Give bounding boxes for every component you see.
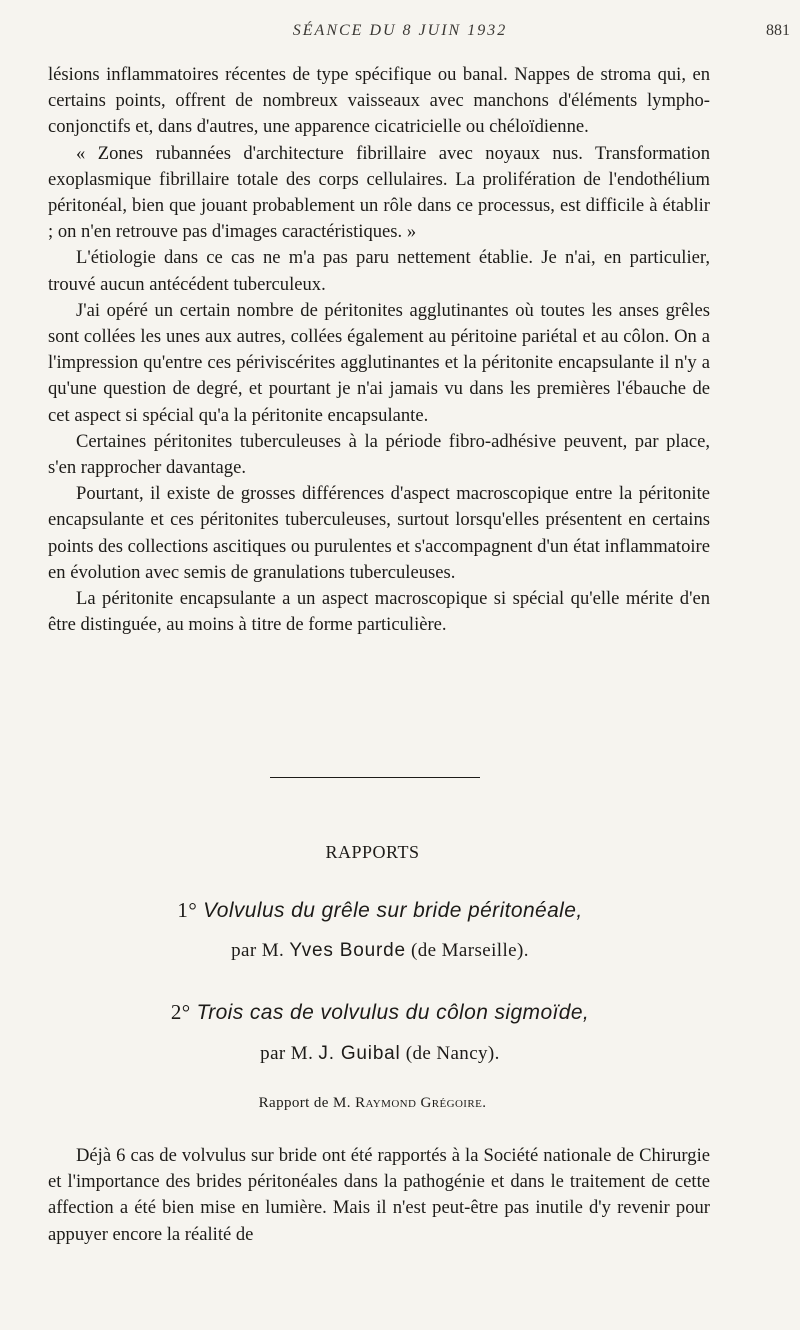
author-name: J. Guibal [318, 1043, 401, 1064]
paragraph: lésions inflammatoires récentes de type spécifique ou banal. Nappes de stroma qui, en certains points, offrent de nombreux vaisseaux avec manchons d'éléments lympho-conjonctifs et, dans d'autres, une apparence cicatricielle ou chéloïdienne. [48, 64, 710, 138]
rapporteur-name: Raymond Grégoire. [355, 1095, 487, 1111]
author-prefix: par M. [231, 940, 285, 961]
report-title-text: Trois cas de volvulus du côlon sigmoïde, [196, 1001, 590, 1024]
paragraph: La péritonite encapsulante a un aspect macroscopique si spécial qu'elle mérite d'en être distinguée, au moins à titre de forme particulière. [48, 588, 710, 636]
report-number: 2° [170, 1000, 191, 1024]
body-text [48, 62, 710, 638]
paragraph: L'étiologie dans ce cas ne m'a pas paru nettement établie. Je n'ai, en particulier, trouvé aucun antécédent tuberculeux. [48, 247, 710, 295]
report-number: 1° [177, 898, 198, 922]
page-header [0, 22, 800, 46]
report-author [0, 1043, 760, 1065]
paragraph: Certaines péritonites tuberculeuses à la période fibro-adhésive peuvent, par place, s'en rapprocher davantage. [48, 430, 710, 479]
paragraph: J'ai opéré un certain nombre de péritonites agglutinantes où toutes les anses grêles sont collées les unes aux autres, collées également au péritoine pariétal et au côlon. On a l'impression qu'entre ces périviscérites agglutinantes et la péritonite encapsulante il n'y a qu'une question de degré, et pourtant je n'ai jamais vu dans les premières l'ébauche de cet aspect si spécial qu'a la péritonite encapsulante. [48, 299, 710, 426]
author-affiliation: (de Nancy). [405, 1043, 500, 1064]
paragraph: Pourtant, il existe de grosses différences d'aspect macroscopique entre la péritonite encapsulante et ces péritonites tuberculeuses, surtout lorsqu'elles présentent en certains points des collections ascitiques ou purulentes et s'accompagnent d'un état inflammatoire en évolution avec semis de granulations tuberculeuses. [48, 483, 710, 583]
author-affiliation: (de Marseille). [411, 940, 529, 961]
report-title [0, 898, 760, 923]
rapporteur-line [0, 1095, 745, 1112]
author-name: Yves Bourde [289, 940, 406, 961]
paragraph: Déjà 6 cas de volvulus sur bride ont été rapportés à la Société nationale de Chirurgie et l'importance des brides péritonéales dans la pathogénie et dans le traitement de cette affection a été bien mise en lumière. Mais il n'est peut-être pas inutile d'y revenir pour appuyer encore la réalité de [48, 1145, 710, 1245]
author-prefix: par M. [260, 1043, 314, 1064]
report-body [48, 1143, 710, 1248]
report-title-text: Volvulus du grêle sur bride péritonéale, [203, 899, 583, 922]
section-title: RAPPORTS [325, 842, 420, 862]
page-number: 881 [766, 22, 790, 39]
rapporteur-prefix: Rapport de M. [258, 1095, 351, 1111]
report-author [0, 940, 760, 962]
running-head: SÉANCE DU 8 JUIN 1932 [292, 22, 508, 39]
paragraph: « Zones rubannées d'architecture fibrillaire avec noyaux nus. Transformation exoplasmique fibrillaire totale des corps cellulaires. La prolifération de l'endothélium péritonéal, bien que jouant probablement un rôle dans ce processus, est difficile à établir ; on n'en retrouve pas d'images caractéristiques. » [48, 142, 710, 243]
report-title [0, 1000, 760, 1025]
section-divider [270, 777, 480, 778]
